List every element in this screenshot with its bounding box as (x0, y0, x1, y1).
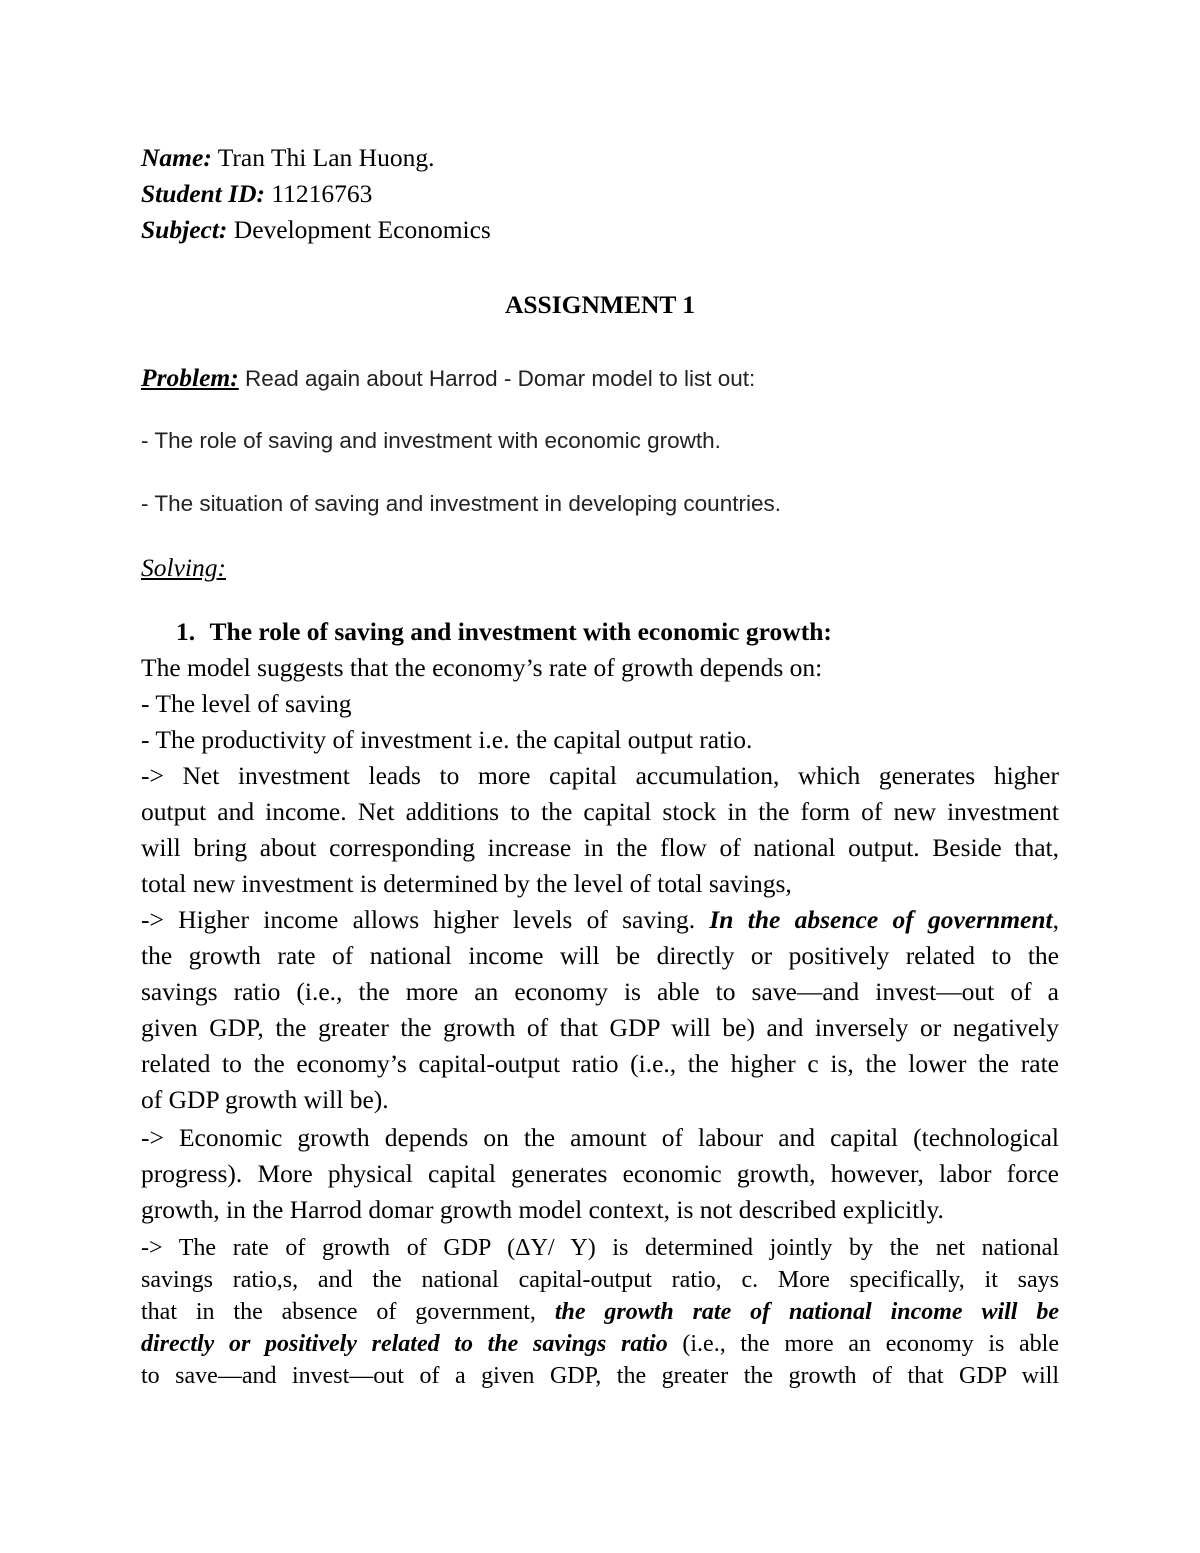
student-id-line (141, 176, 1059, 212)
body-line-emphasis (141, 902, 1059, 938)
body-line: growth, in the Harrod domar growth model context, is not described explicitly. (141, 1195, 944, 1224)
body-line: -> Economic growth depends on the amount of labour and capital (technological (141, 1123, 1059, 1152)
body-line: savings ratio (i.e., the more an economy is able to save—and invest—out of a (141, 977, 1059, 1006)
problem-item: - The situation of saving and investment in developing countries. (141, 491, 781, 516)
subject-line (141, 212, 1059, 248)
name-label: Name: (141, 143, 212, 172)
body-line: progress). More physical capital generates economic growth, however, labor force (141, 1159, 1059, 1188)
name-value: Tran Thi Lan Huong. (211, 143, 435, 172)
problem-item: - The role of saving and investment with economic growth. (141, 428, 721, 453)
body-line: -> The rate of growth of GDP (ΔY/ Y) is determined jointly by the net national (141, 1235, 1059, 1261)
problem-line (141, 360, 1059, 397)
section-number: 1. (176, 617, 196, 646)
body-line: - The productivity of investment i.e. the capital output ratio. (141, 725, 753, 754)
body-line-emphasis (141, 1296, 1059, 1328)
section-heading (176, 614, 996, 650)
subject-value: Development Economics (227, 215, 491, 244)
emphasis-text: In the absence of government (709, 905, 1053, 934)
page-title: ASSIGNMENT 1 (504, 290, 696, 319)
body-line: related to the economy’s capital-output ratio (i.e., the higher c is, the lower the rate (141, 1049, 1059, 1078)
body-line: will bring about corresponding increase in the flow of national output. Beside that, (141, 833, 1059, 862)
body-line: output and income. Net additions to the capital stock in the form of new investment (141, 797, 1059, 826)
body-line: given GDP, the greater the growth of that GDP will be) and inversely or negatively (141, 1013, 1059, 1042)
body-text: (i.e., the more an economy is able (667, 1331, 1059, 1357)
solving-line (141, 550, 1059, 586)
emphasis-text: the growth rate of national income will be (554, 1299, 1059, 1325)
body-line: savings ratio,s, and the national capital-output ratio, c. More specifically, it says (141, 1267, 1059, 1293)
solving-label: Solving: (141, 553, 226, 582)
body-line: -> Net investment leads to more capital accumulation, which generates higher (141, 761, 1059, 790)
name-line (141, 140, 1059, 176)
body-line: The model suggests that the economy’s rate of growth depends on: (141, 653, 823, 682)
body-line: of GDP growth will be). (141, 1085, 389, 1114)
section-title: The role of saving and investment with economic growth: (209, 617, 832, 646)
problem-text: Read again about Harrod - Domar model to list out: (238, 366, 756, 391)
body-line-emphasis (141, 1328, 1059, 1360)
student-id-value: 11216763 (265, 179, 373, 208)
body-line: - The level of saving (141, 689, 352, 718)
problem-label: Problem: (141, 363, 239, 392)
student-id-label: Student ID: (141, 179, 265, 208)
body-line: the growth rate of national income will be directly or positively related to the (141, 941, 1059, 970)
body-line: total new investment is determined by the level of total savings, (141, 869, 792, 898)
body-text: -> Higher income allows higher levels of saving. (141, 905, 710, 934)
subject-label: Subject: (141, 215, 228, 244)
body-text: , (1052, 905, 1059, 934)
body-line: to save—and invest—out of a given GDP, the greater the growth of that GDP will (141, 1363, 1059, 1389)
body-text: that in the absence of government, (141, 1299, 555, 1325)
emphasis-text: directly or positively related to the savings ratio (141, 1331, 668, 1357)
